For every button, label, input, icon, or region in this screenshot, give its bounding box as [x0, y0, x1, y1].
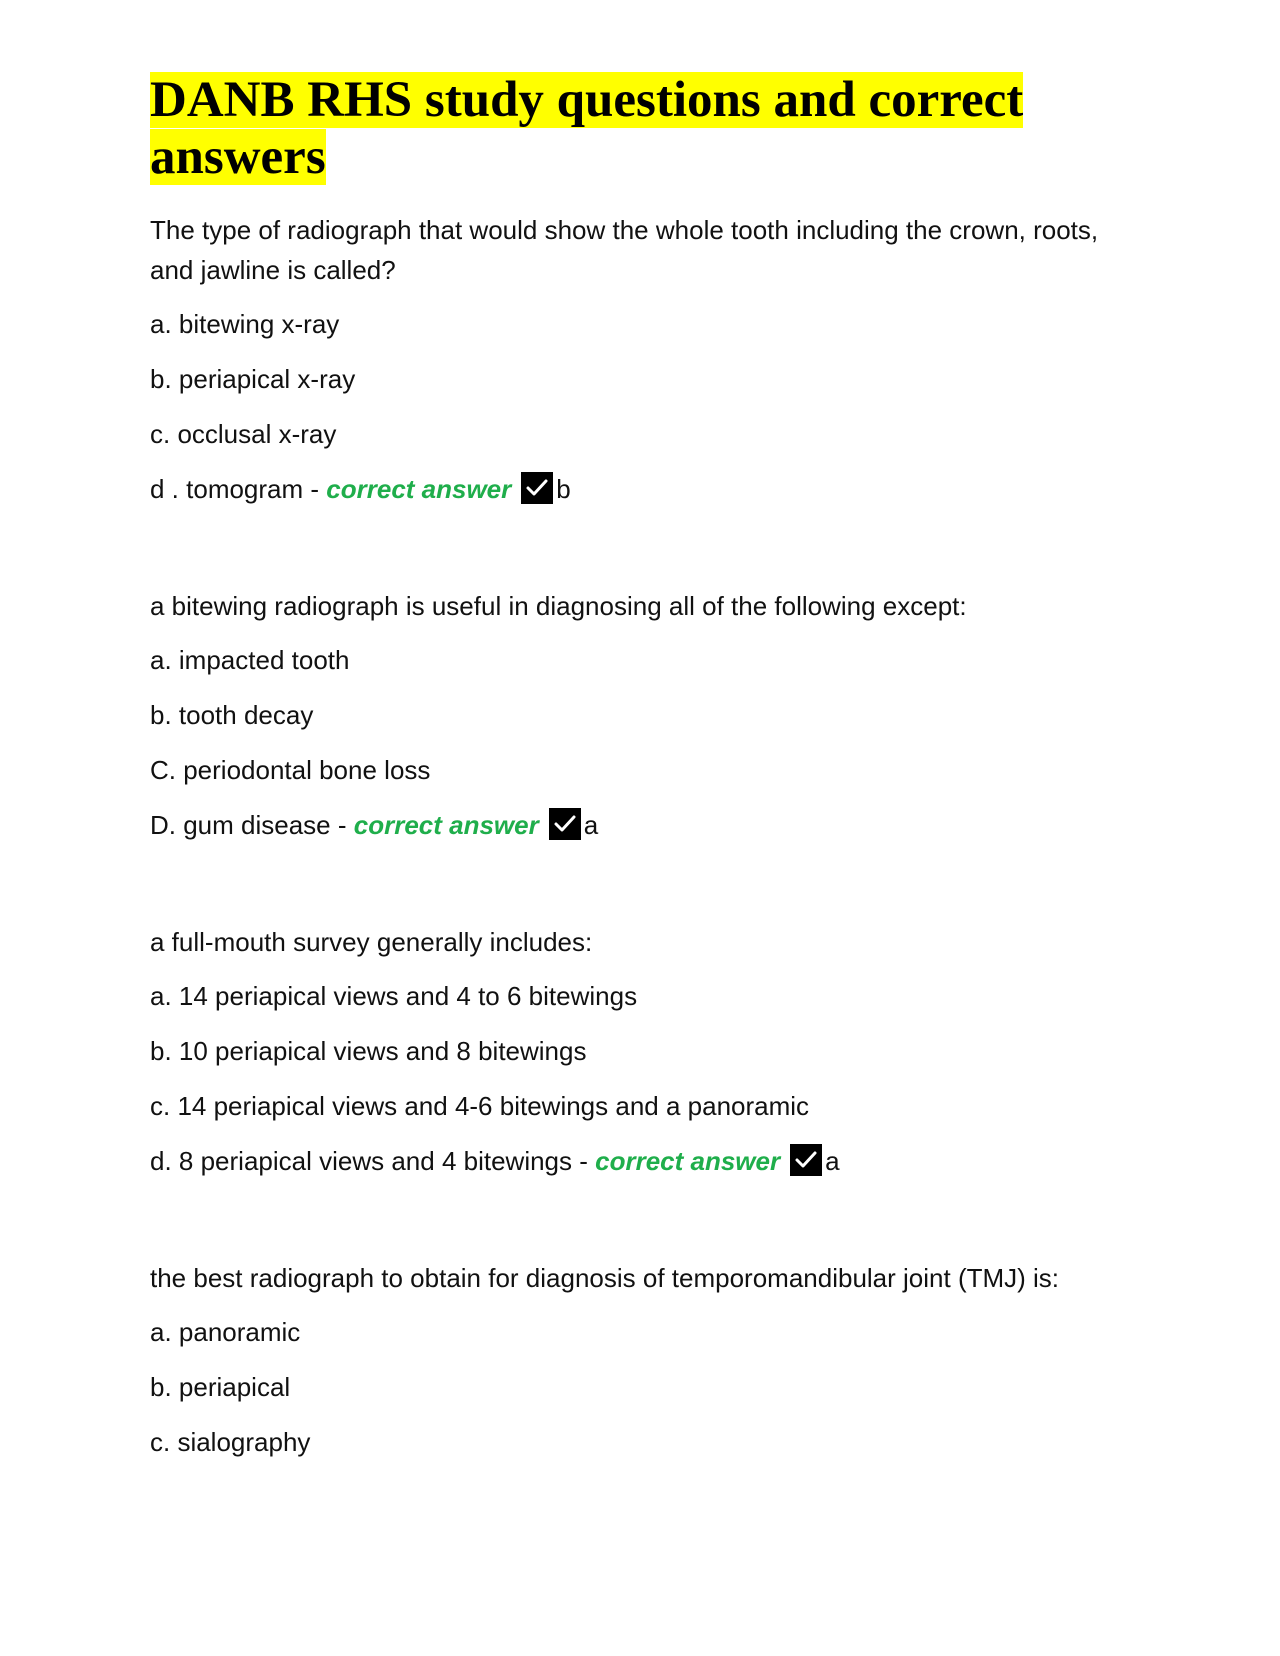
correct-answer-label: correct answer — [595, 1146, 781, 1176]
option-item-with-answer — [150, 805, 1130, 845]
option-item: b. tooth decay — [150, 700, 314, 730]
option-text: d. 8 periapical views and 4 bitewings - — [150, 1146, 596, 1176]
option-item: c. sialography — [150, 1427, 311, 1457]
answer-value: b — [556, 474, 571, 504]
document-title: DANB RHS study questions and correct answers — [150, 72, 1024, 185]
option-item-with-answer — [150, 1141, 1130, 1181]
option-item: b. periapical — [150, 1372, 291, 1402]
document-page — [150, 72, 1130, 1477]
option-item: a. impacted tooth — [150, 645, 350, 675]
option-item-with-answer — [150, 469, 1130, 509]
question-block-2 — [150, 586, 1130, 845]
option-item: b. 10 periapical views and 8 bitewings — [150, 1036, 587, 1066]
answer-value: a — [825, 1146, 840, 1176]
question-text: The type of radiograph that would show the whole tooth including the crown, roots, and jawline is called? — [150, 215, 1099, 285]
correct-answer-label: correct answer — [326, 474, 512, 504]
question-block-3 — [150, 922, 1130, 1181]
question-text: the best radiograph to obtain for diagnosis of temporomandibular joint (TMJ) is: — [150, 1263, 1060, 1293]
correct-answer-label: correct answer — [353, 810, 539, 840]
spacer — [150, 860, 1130, 922]
question-block-4 — [150, 1258, 1130, 1462]
check-icon — [521, 472, 553, 504]
check-icon — [790, 1144, 822, 1176]
question-text: a bitewing radiograph is useful in diagnosing all of the following except: — [150, 591, 967, 621]
spacer — [150, 1196, 1130, 1258]
spacer — [150, 524, 1130, 586]
option-item: a. 14 periapical views and 4 to 6 bitewings — [150, 981, 638, 1011]
question-text: a full-mouth survey generally includes: — [150, 927, 593, 957]
option-item: a. bitewing x-ray — [150, 309, 340, 339]
option-text: d . tomogram - — [150, 474, 327, 504]
option-item: a. panoramic — [150, 1317, 301, 1347]
option-item: c. occlusal x-ray — [150, 419, 337, 449]
answer-value: a — [583, 810, 599, 840]
question-block-1 — [150, 210, 1130, 509]
option-item: C. periodontal bone loss — [150, 755, 431, 785]
option-text: D. gum disease - — [150, 810, 354, 840]
check-icon — [549, 808, 581, 840]
option-item: c. 14 periapical views and 4-6 bitewings and a panoramic — [150, 1091, 810, 1121]
option-item: b. periapical x-ray — [150, 364, 356, 394]
